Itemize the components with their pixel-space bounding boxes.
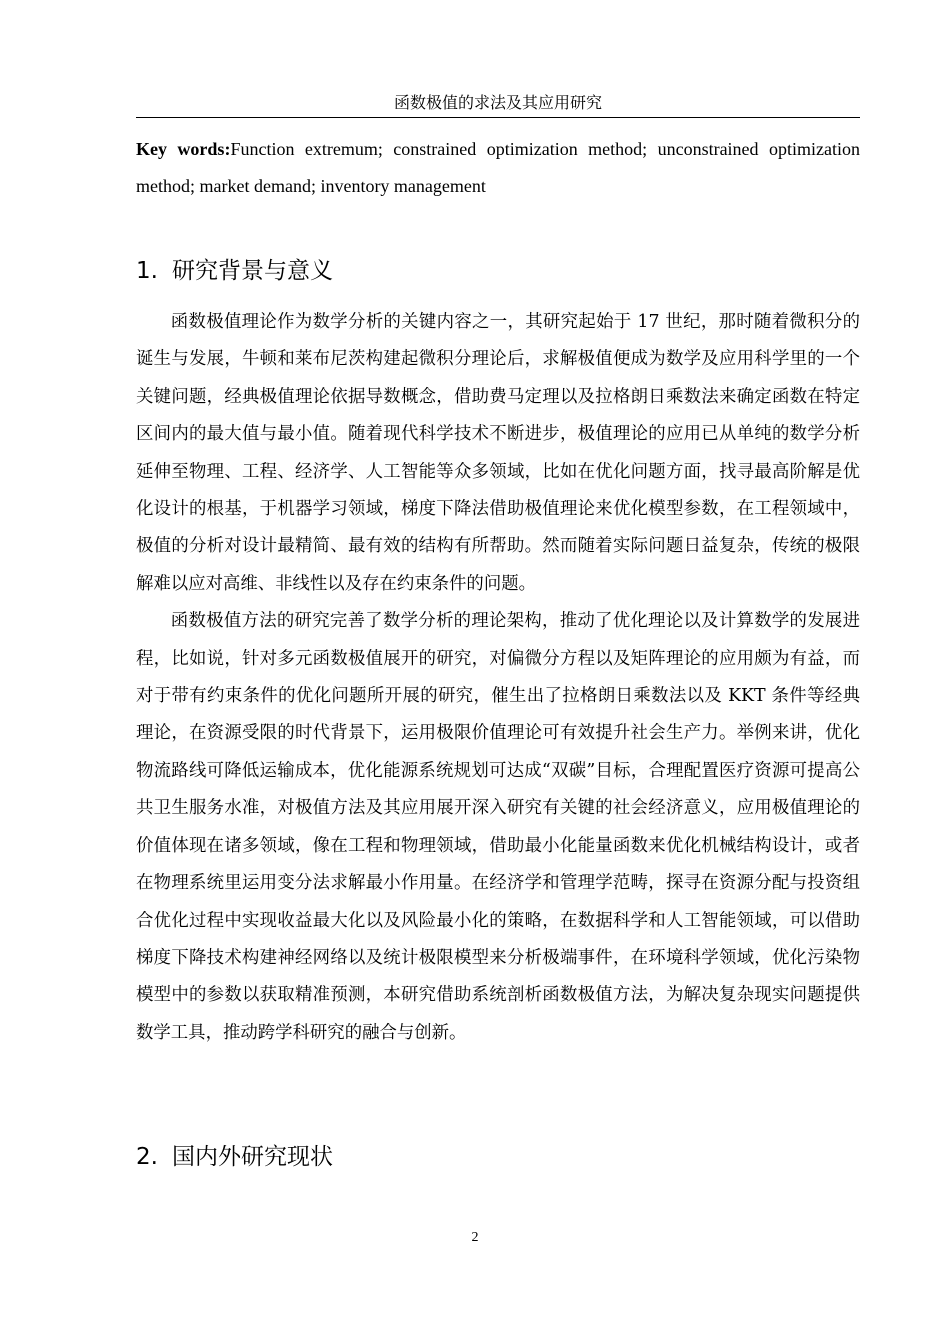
keywords-block xyxy=(136,131,860,205)
section-number: 2. xyxy=(136,1144,158,1170)
section-title: 研究背景与意义 xyxy=(172,258,333,284)
running-header: 函数极值的求法及其应用研究 xyxy=(136,91,860,118)
keywords-text: Function extremum; constrained optimization method; unconstrained optimization method; market demand; inventory management xyxy=(136,139,860,196)
body-paragraph: 函数极值理论作为数学分析的关键内容之一，其研究起始于 17 世纪，那时随着微积分的诞生与发展，牛顿和莱布尼茨构建起微积分理论后，求解极值便成为数学及应用科学里的一个关键问题，经典极值理论依据导数概念，借助费马定理以及拉格朗日乘数法来确定函数在特定区间内的最大值与最小值。随着现代科学技术不断进步，极值理论的应用已从单纯的数学分析延伸至物理、工程、经济学、人工智能等众多领域，比如在优化问题方面，找寻最高阶解是优化设计的根基，于机器学习领域，梯度下降法借助极值理论来优化模型参数，在工程领域中，极值的分析对设计最精简、最有效的结构有所帮助。然而随着实际问题日益复杂，传统的极限解难以应对高维、非线性以及存在约束条件的问题。 xyxy=(136,312,860,594)
section-heading-1 xyxy=(136,256,860,286)
section-heading-2 xyxy=(136,1142,860,1172)
body-paragraph: 函数极值方法的研究完善了数学分析的理论架构，推动了优化理论以及计算数学的发展进程，比如说，针对多元函数极值展开的研究，对偏微分方程以及矩阵理论的应用颇为有益，而对于带有约束条件的优化问题所开展的研究，催生出了拉格朗日乘数法以及 KKT 条件等经典理论，在资源受限的时代背景下，运用极限价值理论可有效提升社会生产力。举例来讲，优化物流路线可降低运输成本，优化能源系统规划可达成“双碳”目标，合理配置医疗资源可提高公共卫生服务水准，对极值方法及其应用展开深入研究有关键的社会经济意义，应用极值理论的价值体现在诸多领域，像在工程和物理领域，借助最小化能量函数来优化机械结构设计，或者在物理系统里运用变分法求解最小作用量。在经济学和管理学范畴，探寻在资源分配与投资组合优化过程中实现收益最大化以及风险最小化的策略，在数据科学和人工智能领域，可以借助梯度下降技术构建神经网络以及统计极限模型来分析极端事件，在环境科学领域，优化污染物模型中的参数以获取精准预测，本研究借助系统剖析函数极值方法，为解决复杂现实问题提供数学工具，推动跨学科研究的融合与创新。 xyxy=(136,611,860,1043)
keywords-label: Key words: xyxy=(136,139,231,159)
section-1-body xyxy=(136,304,860,1052)
section-title: 国内外研究现状 xyxy=(172,1144,333,1170)
page-number: 2 xyxy=(471,1230,479,1245)
section-number: 1. xyxy=(136,258,158,284)
